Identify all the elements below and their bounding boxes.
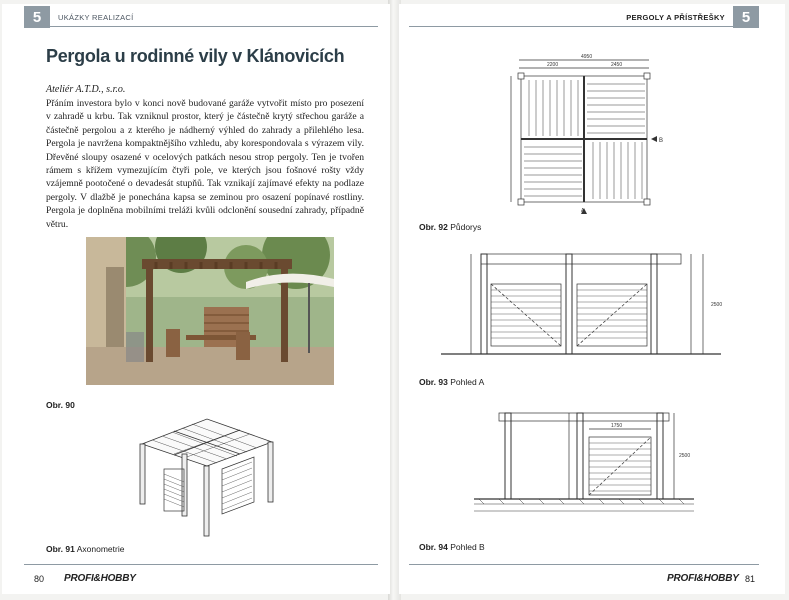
- plan-dim-left: 2200: [547, 62, 559, 68]
- fig91-text: Axonometrie: [76, 544, 125, 554]
- view-a-height: 2500: [711, 302, 723, 308]
- left-page: [2, 4, 390, 594]
- page-number: 81: [745, 574, 756, 584]
- brand-logo: PROFI&HOBBY: [667, 573, 739, 584]
- fig93-label: Obr. 93: [419, 377, 448, 387]
- brand-logo: PROFI&HOBBY: [64, 573, 136, 584]
- fig92-label: Obr. 92: [419, 222, 448, 232]
- right-page: [399, 4, 785, 594]
- plan-dim-right: 2450: [611, 62, 623, 68]
- elevation-b-drawing: [469, 399, 699, 529]
- fig91-caption: [46, 544, 124, 554]
- section-header: PERGOLY A PŘÍSTŘEŠKY: [626, 12, 725, 22]
- chapter-number-badge: 5: [733, 6, 759, 28]
- fig93-text: Pohled A: [450, 377, 485, 387]
- footer-rule: [409, 564, 759, 565]
- header-rule: [409, 26, 759, 27]
- view-b-width: 1750: [611, 423, 623, 429]
- elevation-a-drawing: [441, 244, 731, 359]
- fig94-caption: [419, 542, 485, 552]
- section-header: UKÁZKY REALIZACÍ: [58, 12, 134, 22]
- left-header: [24, 6, 378, 28]
- floor-plan-drawing: [499, 52, 669, 214]
- fig92-text: Půdorys: [450, 222, 482, 232]
- plan-marker-b: B: [659, 138, 664, 144]
- page-number: 80: [34, 574, 45, 584]
- axonometric-drawing: [132, 414, 282, 539]
- fig90-label: Obr. 90: [46, 400, 75, 410]
- pergola-photo: [86, 237, 334, 385]
- article-author: Ateliér A.T.D., s.r.o.: [46, 84, 126, 95]
- fig94-label: Obr. 94: [419, 542, 448, 552]
- footer-rule: [24, 564, 378, 565]
- fig90-caption: [46, 400, 75, 410]
- fig94-text: Pohled B: [450, 542, 485, 552]
- fig92-caption: [419, 222, 481, 232]
- article-title: Pergola u rodinné vily v Klánovicích: [46, 46, 345, 66]
- plan-dim-total: 4950: [581, 54, 593, 60]
- view-b-height: 2500: [679, 453, 691, 459]
- chapter-number-badge: 5: [24, 6, 50, 28]
- article-body: Přáním investora bylo v konci nově budované garáže vytvořit místo pro posezení v zahradě u krbu. Tak vzniknul prostor, který je částečně krytý střechou garáže a částečně pergolou a z kterého je nádherný výhled do zahrady a přilehlého lesa. Pergola je navržena kompaktnějšího vzhledu, aby korespondovala s výrazem vily. Dřevěné sloupy osazené v ocelových patkách nesou strop pergoly. Ten je tvořen rámem s křížem vymezujícím čtyři pole, ve kterých jsou fošnové rošty vždy vzájemně pootočené o devadesát stupňů. Tak vznikají zajímavé efekty na podlaze pergoly. V dlažbě je ponechána kapsa se zeminou pro osazení popínavé rostliny. Pergola je doplněna mobilními treláži kvůli odclonění sousední zahrady, případně větru.: [46, 98, 364, 230]
- header-rule: [24, 26, 378, 27]
- right-header: [409, 6, 759, 28]
- fig91-label: Obr. 91: [46, 544, 75, 554]
- fig93-caption: [419, 377, 484, 387]
- plan-marker-a: A: [581, 208, 585, 214]
